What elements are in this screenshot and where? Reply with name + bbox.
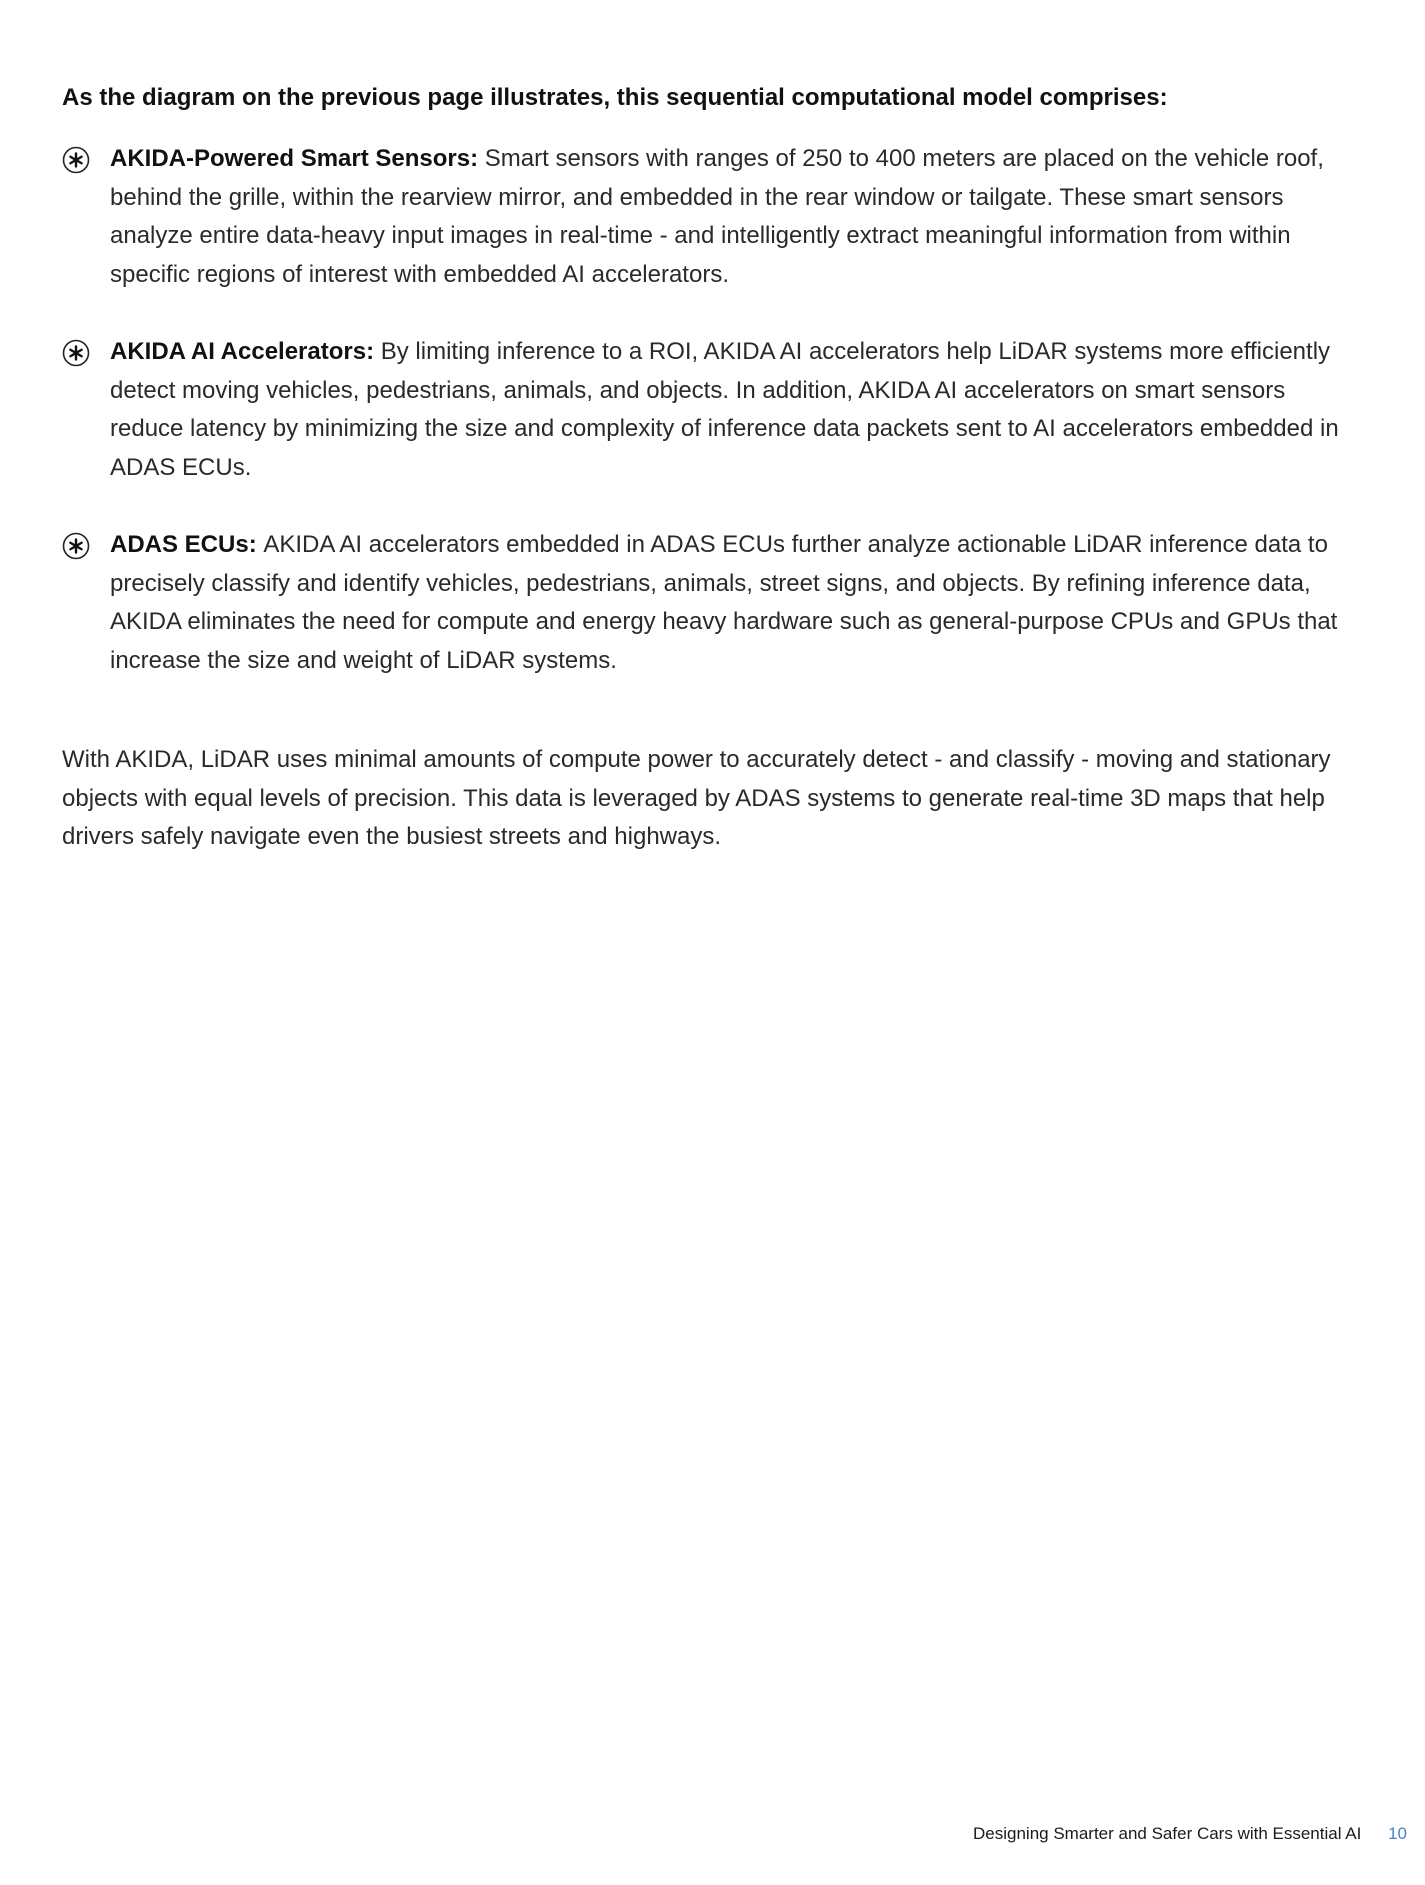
list-item-adas-ecus [62,526,1362,680]
component-list [62,140,1362,719]
list-item-body: AKIDA AI accelerators embedded in ADAS ECUs further analyze actionable LiDAR inference data to precisely classify and identify vehicles, pedestrians, animals, street signs, and objects. By refining inference data, AKIDA eliminates the need for compute and energy heavy hardware such as general-purpose CPUs and GPUs that increase the size and weight of LiDAR systems. [110,531,1338,674]
list-item-title: ADAS ECUs: [110,531,264,558]
asterisk-circle-icon [62,339,90,367]
footer-document-title: Designing Smarter and Safer Cars with Essential AI [973,1824,1362,1843]
page-footer [973,1823,1407,1845]
list-item-smart-sensors [62,140,1362,294]
list-item-title: AKIDA-Powered Smart Sensors: [110,145,485,172]
asterisk-circle-icon [62,146,90,174]
list-item-title: AKIDA AI Accelerators: [110,338,381,365]
closing-paragraph: With AKIDA, LiDAR uses minimal amounts of compute power to accurately detect - and classify - moving and stationary objects with equal levels of precision. This data is leveraged by ADAS systems to generate real-time 3D maps that help drivers safely navigate even the busiest streets and highways. [62,746,1331,850]
list-item-body: Smart sensors with ranges of 250 to 400 meters are placed on the vehicle roof, behind the grille, within the rearview mirror, and embedded in the rear window or tailgate. These smart sensors analyze entire data-heavy input images in real-time - and intelligently extract meaningful information from within specific regions of interest with embedded AI accelerators. [110,145,1324,288]
list-item-body: By limiting inference to a ROI, AKIDA AI accelerators help LiDAR systems more efficiently detect moving vehicles, pedestrians, animals, and objects. In addition, AKIDA AI accelerators on smart sensors reduce latency by minimizing the size and complexity of inference data packets sent to AI accelerators embedded in ADAS ECUs. [110,338,1339,481]
page-number: 10 [1388,1824,1407,1843]
asterisk-circle-icon [62,532,90,560]
intro-heading: As the diagram on the previous page illustrates, this sequential computational model comprises: [62,84,1168,111]
list-item-ai-accelerators [62,333,1362,487]
